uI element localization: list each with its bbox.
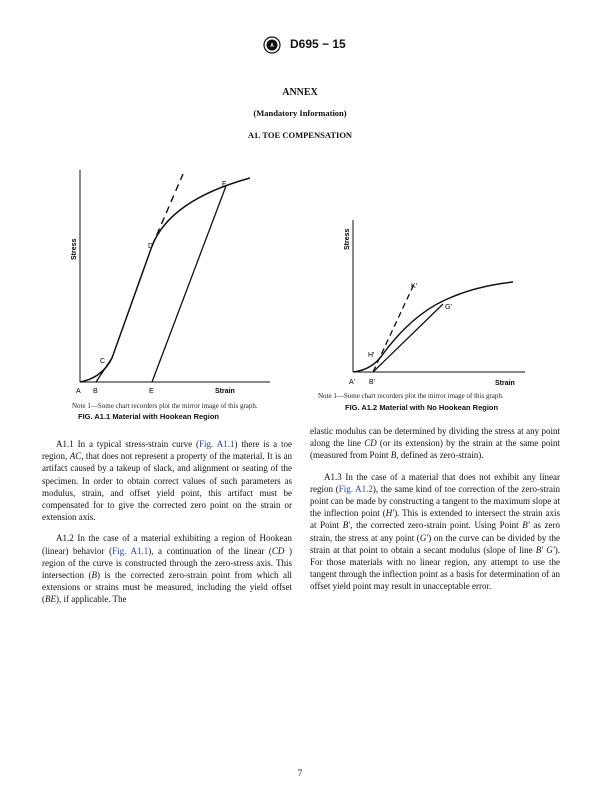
document-id: D695 − 15 (290, 37, 346, 51)
fig2-note-text: —Some chart recorders plot the mirror image of this graph. (336, 392, 504, 400)
fig-a1-2-link[interactable]: Fig. A1.2 (338, 483, 373, 494)
fig2-y-label: Stress (344, 228, 351, 250)
fig2-x-label: Strain (495, 380, 515, 387)
fig2-note (318, 392, 504, 400)
fig1-point-f: F (222, 181, 227, 188)
paragraph-a1-2-continued: elastic modulus can be determined by dividing the stress at any point along the line CD (or its extension) by the strain at the same point (measured from Point B, defined as zero-strain). (310, 426, 560, 461)
fig1-caption: FIG. A1.1 Material with Hookean Region (78, 412, 219, 421)
fig-a1-1-link-2[interactable]: Fig. A1.1 (112, 545, 149, 556)
fig2-point-k: K′ (411, 283, 417, 290)
fig1-offset-line (152, 186, 226, 382)
fig2-point-a: A′ (349, 379, 355, 386)
fig1-y-label: Stress (71, 238, 78, 260)
page-header (0, 36, 600, 54)
page-number: 7 (297, 768, 303, 778)
annex-title: ANNEX (282, 87, 318, 98)
fig1-note-prefix: Note 1 (72, 402, 91, 410)
fig1-point-e: E (149, 388, 154, 395)
fig2-tangent-line (373, 282, 415, 372)
fig2-caption: FIG. A1.2 Material with No Hookean Region (345, 403, 499, 412)
fig2-stress-strain-curve (353, 282, 513, 372)
paragraph-a1-2: A1.2 In the case of a material exhibiting a region of Hookean (linear) behavior (Fig. A1.1), a continuation of the linear (CD ) region of the curve is constructed through the zero-stress axis. This intersection (B) is the corrected zero-strain point from which all extensions or strains must be measured, including the yield offset (BE), if applicable. The (42, 533, 293, 605)
fig2-point-g: G′ (445, 304, 452, 311)
fig1-point-b: B (93, 388, 98, 395)
annex-subtitle: (Mandatory Information) (253, 108, 347, 118)
fig1-note-text: —Some chart recorders plot the mirror image of this graph. (90, 402, 258, 410)
fig2-point-h: H′ (368, 352, 375, 359)
fig1-point-a: A (76, 388, 81, 395)
svg-text:A: A (270, 43, 274, 49)
paragraph-a1-3: A1.3 In the case of a material that does not exhibit any linear region (Fig. A1.2), the same kind of toe correction of the zero-strain point can be made by constructing a tangent to the maximum slope at the inflection point (H′). This is extended to intersect the strain axis at Point B′, the corrected zero-strain point. Using Point B′ as zero strain, the stress at any point (G′) on the curve can be divided by the strain at that point to obtain a secant modulus (slope of line B′ G′). For those materials with no linear region, any attempt to use the tangent through the inflection point as a basis for determination of an offset yield point may result in unacceptable error. (310, 471, 561, 592)
astm-logo-icon (260, 36, 290, 54)
fig1-point-c: C (100, 358, 106, 365)
body-left-column (42, 438, 292, 615)
fig1-stress-strain-curve (80, 178, 250, 382)
fig1-point-d: D (148, 243, 154, 250)
body-right-column (310, 425, 560, 602)
section-title: A1. TOE COMPENSATION (247, 130, 353, 140)
fig1-note (72, 402, 258, 410)
figure-a1-2 (335, 212, 535, 392)
fig1-x-label: Strain (215, 388, 235, 395)
fig-a1-1-link[interactable]: Fig. A1.1 (199, 439, 235, 449)
fig2-point-b: B′ (369, 379, 375, 386)
paragraph-a1-1: A1.1 In a typical stress-strain curve (Fig. A1.1) there is a toe region, AC, that does not represent a property of the material. It is an artifact caused by a takeup of slack, and alignment or seating of the specimen. In order to obtain correct values of such parameters as modulus, strain, and offset yield point, this artifact must be compensated for to give the corrected zero point on the strain or extension axis. (42, 439, 292, 523)
fig2-secant-line (373, 304, 443, 372)
figure-a1-1 (60, 160, 280, 400)
fig2-note-prefix: Note 1 (318, 392, 337, 400)
